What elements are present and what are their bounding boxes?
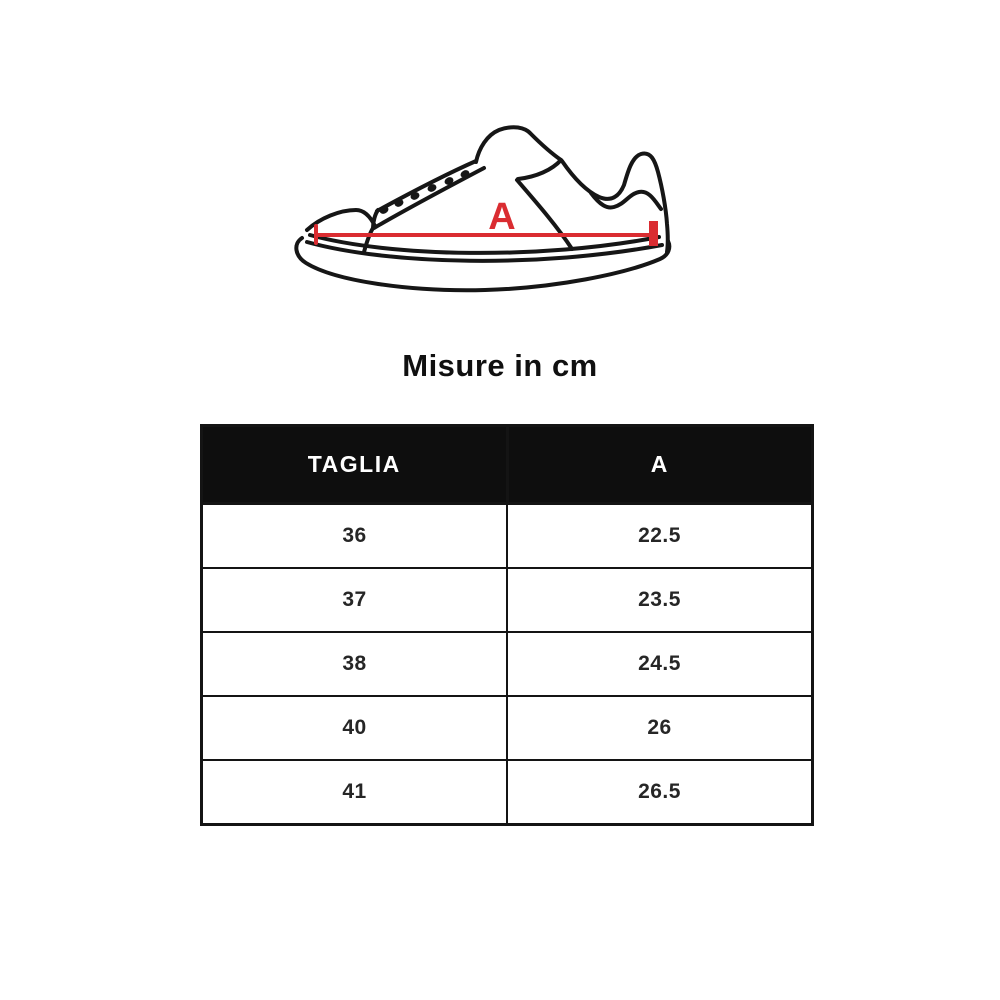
- table-row: [202, 696, 813, 760]
- table-row: [202, 760, 813, 825]
- shoe-diagram: [280, 100, 700, 310]
- table-row: [202, 568, 813, 632]
- measurement-label-a: A: [488, 196, 516, 238]
- shoe-eyestay-top-line: [377, 161, 476, 211]
- size-table: [200, 424, 814, 826]
- cell-size: 36: [202, 504, 508, 569]
- shoe-eyestay-bottom-line: [374, 168, 484, 228]
- shoe-tongue-inner-line: [518, 160, 561, 179]
- shoe-tongue-line: [476, 127, 561, 162]
- cell-length: 26.5: [507, 760, 813, 825]
- cell-size: 40: [202, 696, 508, 760]
- shoe-quarter-seam-line: [517, 180, 572, 249]
- cell-length: 23.5: [507, 568, 813, 632]
- cell-length: 22.5: [507, 504, 813, 569]
- cell-size: 37: [202, 568, 508, 632]
- shoe-lace-dots: [378, 169, 471, 216]
- page-title: Misure in cm: [402, 348, 598, 383]
- table-row: [202, 504, 813, 569]
- cell-length: 24.5: [507, 632, 813, 696]
- header-taglia: TAGLIA: [202, 426, 508, 504]
- table-header-row: [202, 426, 813, 504]
- header-a: A: [507, 426, 813, 504]
- shoe-collar-line: [591, 192, 661, 209]
- cell-size: 41: [202, 760, 508, 825]
- table-row: [202, 632, 813, 696]
- shoe-midsole-line-top: [310, 235, 659, 253]
- cell-length: 26: [507, 696, 813, 760]
- cell-size: 38: [202, 632, 508, 696]
- sneaker-icon: [280, 100, 700, 310]
